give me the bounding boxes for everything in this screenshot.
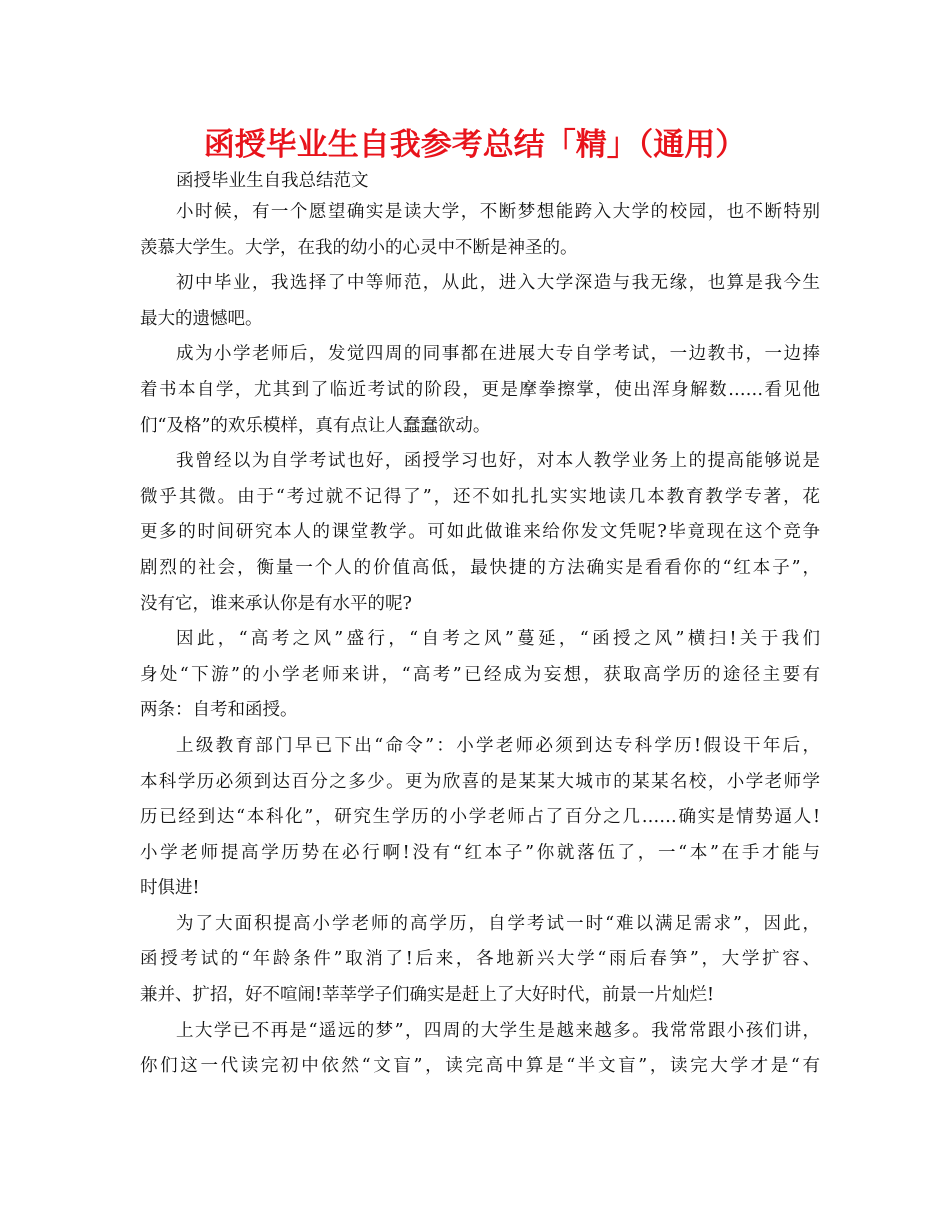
paragraph-line: 本科学历必须到达百分之多少。更为欣喜的是某某大城市的某某名校，小学老师学 xyxy=(140,771,820,792)
paragraph-line: 着书本自学，尤其到了临近考试的阶段，更是摩拳擦掌，使出浑身解数……看见他 xyxy=(140,379,820,400)
paragraph-line: 上大学已不再是“遥远的梦”，四周的大学生是越来越多。我常常跟小孩们讲， xyxy=(176,1020,820,1041)
paragraph xyxy=(140,1014,820,1085)
paragraph-line: 更多的时间研究本人的课堂教学。可如此做谁来给你发文凭呢?毕竟现在这个竞争 xyxy=(140,522,820,543)
document-subtitle: 函授毕业生自我总结范文 xyxy=(176,171,369,191)
paragraph-line: 兼并、扩招，好不喧闹!莘莘学子们确实是赶上了大好时代，前景一片灿烂! xyxy=(140,985,715,1006)
paragraph xyxy=(140,729,820,907)
paragraph-line: 最大的遗憾吧。 xyxy=(140,308,263,329)
document-title: 函授毕业生自我参考总结「精」（通用） xyxy=(203,127,747,163)
paragraph-line: 你们这一代读完初中依然“文盲”，读完高中算是“半文盲”，读完大学才是“有 xyxy=(140,1056,820,1077)
paragraph-line: 身处“下游”的小学老师来讲，“高考”已经成为妄想，获取高学历的途径主要有 xyxy=(140,664,820,685)
paragraph-line: 两条：自考和函授。 xyxy=(140,700,298,721)
paragraph-line: 没有它，谁来承认你是有水平的呢? xyxy=(140,593,412,614)
paragraph-line: 因此，“高考之风”盛行，“自考之风”蔓延，“函授之风”横扫!关于我们 xyxy=(176,629,820,650)
paragraph-line: 们“及格”的欢乐模样，真有点让人蠢蠢欲动。 xyxy=(140,415,491,436)
paragraph-line: 历已经到达“本科化”，研究生学历的小学老师占了百分之几……确实是情势逼人! xyxy=(140,807,820,828)
paragraph-line: 成为小学老师后，发觉四周的同事都在进展大专自学考试，一边教书，一边捧 xyxy=(176,344,820,365)
paragraph-line: 小学老师提高学历势在必行啊!没有“红本子”你就落伍了，一“本”在手才能与 xyxy=(140,842,820,863)
paragraph-line: 上级教育部门早已下出“命令”：小学老师必须到达专科学历!假设干年后， xyxy=(176,735,820,756)
paragraph xyxy=(140,195,820,266)
paragraph xyxy=(140,622,820,729)
paragraph-line: 时俱进! xyxy=(140,878,200,899)
paragraph xyxy=(140,337,820,444)
paragraph xyxy=(140,266,820,337)
paragraph-line: 为了大面积提高小学老师的高学历，自学考试一时“难以满足需求”，因此， xyxy=(176,913,820,934)
paragraph-line: 剧烈的社会，衡量一个人的价值高低，最快捷的方法确实是看看你的“红本子”， xyxy=(140,557,820,578)
paragraph-line: 函授考试的“年龄条件”取消了!后来，各地新兴大学“雨后春笋”，大学扩容、 xyxy=(140,949,820,970)
paragraph-line: 羡慕大学生。大学，在我的幼小的心灵中不断是神圣的。 xyxy=(140,237,578,258)
paragraph xyxy=(140,444,820,622)
paragraph-line: 小时候，有一个愿望确实是读大学，不断梦想能跨入大学的校园，也不断特别 xyxy=(176,202,820,222)
paragraph xyxy=(140,907,820,1014)
document-body xyxy=(140,195,820,1085)
paragraph-line: 初中毕业，我选择了中等师范，从此，进入大学深造与我无缘，也算是我今生 xyxy=(176,273,820,294)
paragraph-line: 我曾经以为自学考试也好，函授学习也好，对本人教学业务上的提高能够说是 xyxy=(176,451,820,472)
paragraph-line: 微乎其微。由于“考过就不记得了”，还不如扎扎实实地读几本教育教学专著，花 xyxy=(140,486,820,507)
